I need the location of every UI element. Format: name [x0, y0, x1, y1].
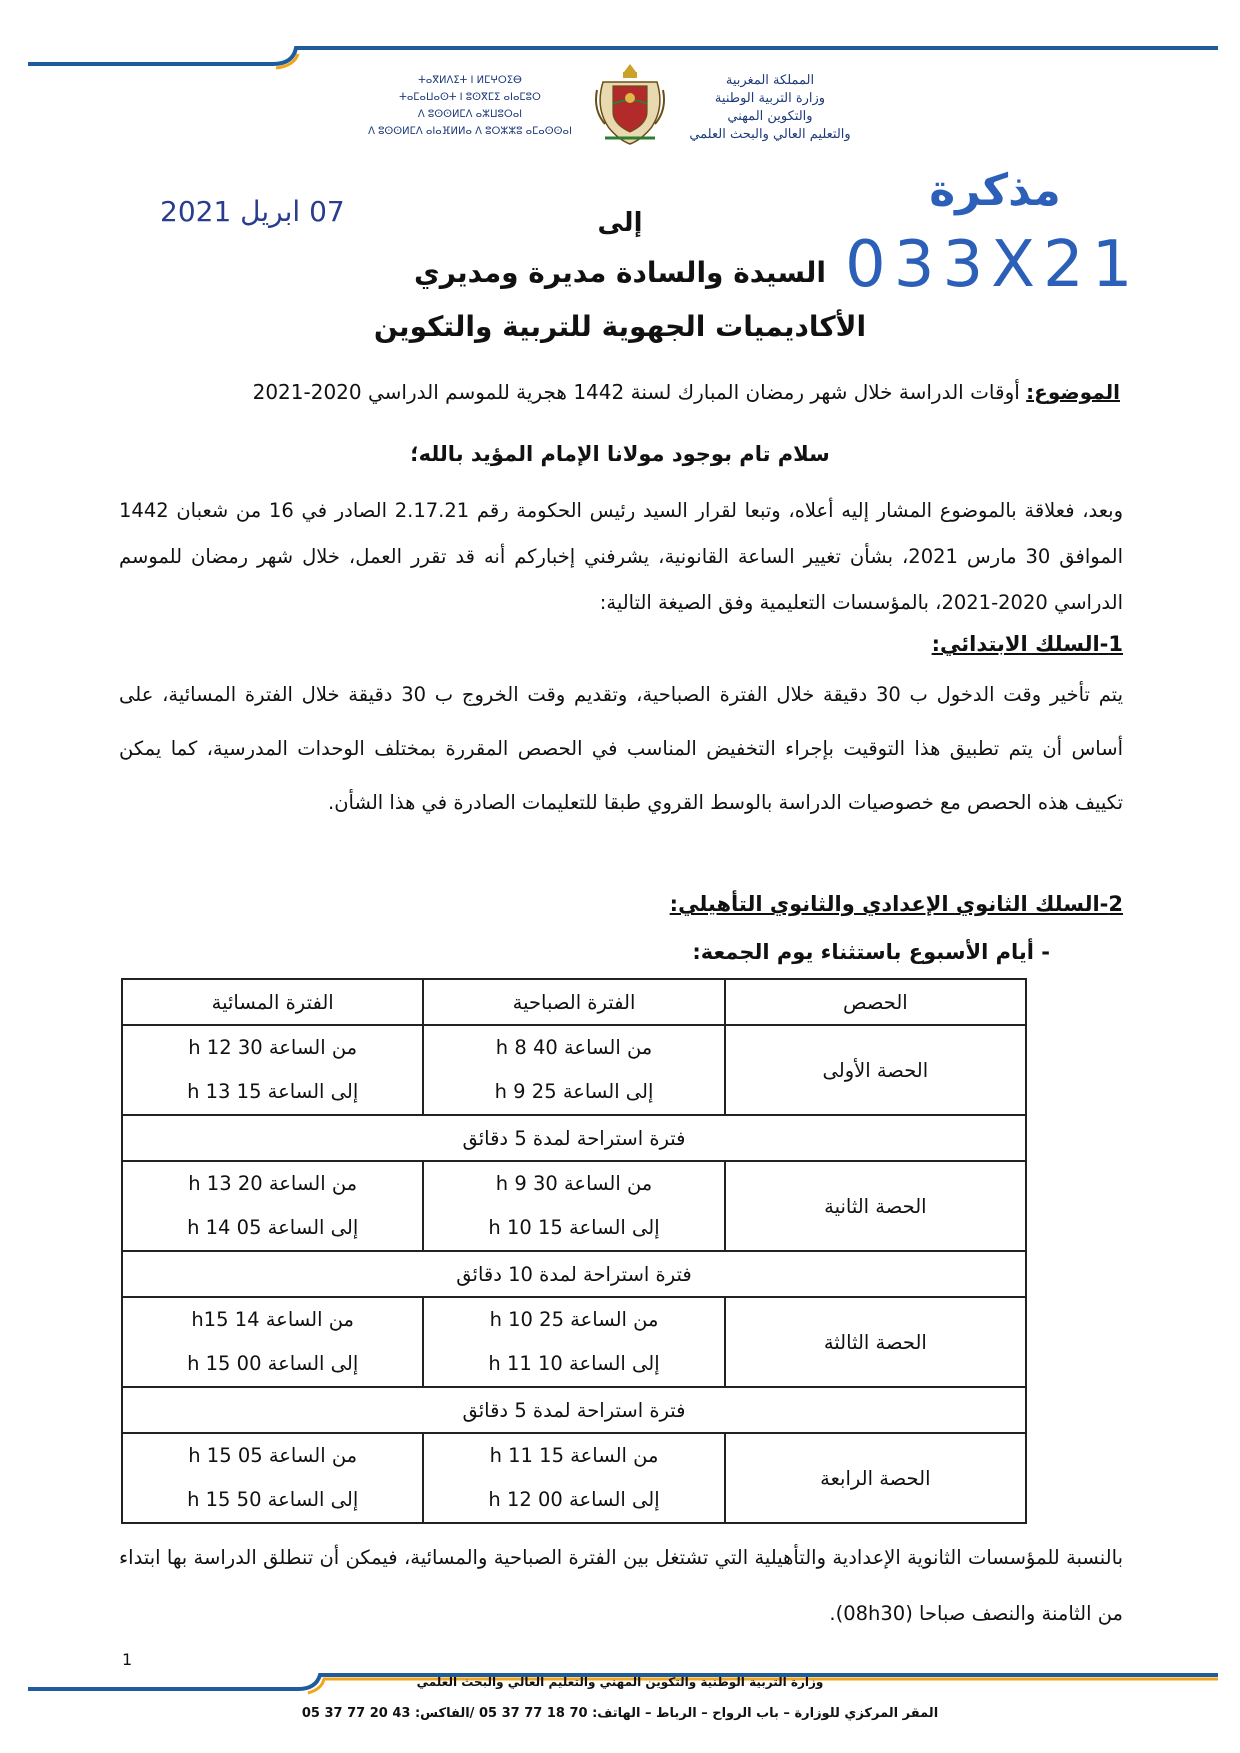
time-to: إلى الساعة 05 h 14 [187, 1216, 359, 1239]
ministry-line: المملكة المغربية [725, 73, 815, 88]
table-header-row [122, 979, 1026, 1025]
morning-slot [423, 1161, 724, 1251]
time-to: إلى الساعة 00 h 15 [187, 1352, 359, 1375]
section-1-heading: 1-السلك الابتدائي: [931, 632, 1123, 656]
table-row [122, 1025, 1026, 1115]
evening-slot [122, 1025, 423, 1115]
break-label: فترة استراحة لمدة 5 دقائق [122, 1115, 1026, 1161]
morning-slot [423, 1297, 724, 1387]
morning-slot [423, 1433, 724, 1523]
table-row [122, 1297, 1026, 1387]
footer-address: المقر المركزي للوزارة – باب الرواح – الرباط – الهاتف: 70 18 77 37 05 /الفاكس: 43 20 77 37 05 [301, 1706, 939, 1721]
tifinagh-line: ⵜⴰⵎⴰⵡⴰⵙⵜ ⵏ ⵓⵙⴳⵎⵉ ⴰⵏⴰⵎⵓⵔ [399, 92, 541, 103]
time-from: من الساعة 05 h 15 [188, 1444, 358, 1467]
weekdays-note: - أيام الأسبوع باستثناء يوم الجمعة: [692, 940, 1050, 964]
time-from: من الساعة 15 h 11 [489, 1444, 659, 1467]
table-row [122, 1161, 1026, 1251]
section-2-heading: 2-السلك الثانوي الإعدادي والثانوي التأهيلي: [669, 892, 1123, 916]
time-from: من الساعة 20 h 13 [188, 1172, 358, 1195]
column-header: الفترة الصباحية [423, 979, 724, 1025]
time-from: من الساعة 30 h 12 [188, 1036, 358, 1059]
session-name: الحصة الثالثة [725, 1297, 1026, 1387]
address-recipient-line-1: السيدة والسادة مديرة ومديري [414, 256, 826, 289]
ministry-name-arabic [660, 72, 880, 144]
subject-text: أوقات الدراسة خلال شهر رمضان المبارك لسنة 1442 هجرية للموسم الدراسي 2020-2021 [252, 380, 1027, 404]
subject-line [120, 380, 1120, 404]
tifinagh-line: ⵜⴰⴳⵍⴷⵉⵜ ⵏ ⵍⵎⵖⵔⵉⴱ [418, 75, 522, 86]
evening-slot [122, 1161, 423, 1251]
address-to: إلى [597, 208, 643, 238]
closing-note: بالنسبة للمؤسسات الثانوية الإعدادية والتأهيلية التي تشتغل بين الفترة الصباحية والمسائية، فيمكن أن تنطلق الدراسة بها ابتداء من الثامنة والنصف صباحا (08h30). [119, 1546, 1123, 1625]
memo-stamp-label: مذكرة [929, 165, 1061, 216]
break-row [122, 1251, 1026, 1297]
ministry-line: والتكوين المهني [727, 109, 813, 124]
break-label: فترة استراحة لمدة 5 دقائق [122, 1387, 1026, 1433]
break-label: فترة استراحة لمدة 10 دقائق [122, 1251, 1026, 1297]
table-row [122, 1433, 1026, 1523]
session-name: الحصة الأولى [725, 1025, 1026, 1115]
morning-slot [423, 1025, 724, 1115]
greeting: سلام تام بوجود مولانا الإمام المؤيد بالله؛ [410, 442, 830, 466]
evening-slot [122, 1297, 423, 1387]
time-to: إلى الساعة 25 h 9 [494, 1080, 654, 1103]
coat-of-arms-icon [589, 60, 671, 148]
time-to: إلى الساعة 50 h 15 [187, 1488, 359, 1511]
time-to: إلى الساعة 10 h 11 [488, 1352, 660, 1375]
page-number: 1 [122, 1650, 133, 1669]
ministry-line: وزارة التربية الوطنية [714, 91, 826, 106]
break-row [122, 1387, 1026, 1433]
break-row [122, 1115, 1026, 1161]
time-to: إلى الساعة 00 h 12 [488, 1488, 660, 1511]
section-1-body: يتم تأخير وقت الدخول ب 30 دقيقة خلال الفترة الصباحية، وتقديم وقت الخروج ب 30 دقيقة خلال الفترة المسائية، على أساس أن يتم تطبيق هذا التوقيت بإجراء التخفيض المناسب في الحصص المقررة بمختلف الوحدات المدرسية، كما يمكن تكييف هذه الحصص مع خصوصيات الدراسة بالوسط القروي طبقا للتعليمات الصادرة في هذا الشأن. [119, 683, 1123, 814]
schedule-table [121, 978, 1027, 1524]
session-name: الحصة الثانية [725, 1161, 1026, 1251]
subject-label: الموضوع: [1026, 380, 1120, 404]
tifinagh-line: ⴷ ⵓⵙⵙⵍⵎⴷ ⴰⵏⴰⴼⵍⵍⴰ ⴷ ⵓⵔⵣⵣⵓ ⴰⵎⴰⵙⵙⴰⵏ [368, 126, 572, 137]
tifinagh-line: ⴷ ⵓⵙⵙⵍⵎⴷ ⴰⵣⵡⵓⵔⴰⵏ [417, 109, 523, 120]
time-from: من الساعة 30 h 9 [495, 1172, 653, 1195]
time-to: إلى الساعة 15 h 10 [488, 1216, 660, 1239]
date-stamp: 07 ابريل 2021 [160, 195, 345, 228]
memo-number-stamp: 033X21 [845, 228, 1141, 302]
footer-ministry: وزارة التربية الوطنية والتكوين المهني والتعليم العالي والبحث العلمي [416, 1675, 824, 1689]
column-header: الفترة المسائية [122, 979, 423, 1025]
time-from: من الساعة 25 h 10 [489, 1308, 659, 1331]
ministry-line: والتعليم العالي والبحث العلمي [689, 127, 851, 142]
address-recipient-line-2: الأكاديميات الجهوية للتربية والتكوين [373, 310, 867, 343]
intro-paragraph: وبعد، فعلاقة بالموضوع المشار إليه أعلاه، وتبعا لقرار السيد رئيس الحكومة رقم 2.17.21 الصادر في 16 من شعبان 1442 الموافق 30 مارس 2021، بشأن تغيير الساعة القانونية، يشرفني إخباركم أنه قد تقرر العمل، خلال شهر رمضان للموسم الدراسي 2020-2021، بالمؤسسات التعليمية وفق الصيغة التالية: [119, 499, 1124, 614]
column-header: الحصص [725, 979, 1026, 1025]
time-to: إلى الساعة 15 h 13 [187, 1080, 359, 1103]
time-from: من الساعة 14 h15 [191, 1308, 355, 1331]
time-from: من الساعة 40 h 8 [495, 1036, 653, 1059]
tifinagh-ministry-name [360, 72, 580, 140]
evening-slot [122, 1433, 423, 1523]
session-name: الحصة الرابعة [725, 1433, 1026, 1523]
